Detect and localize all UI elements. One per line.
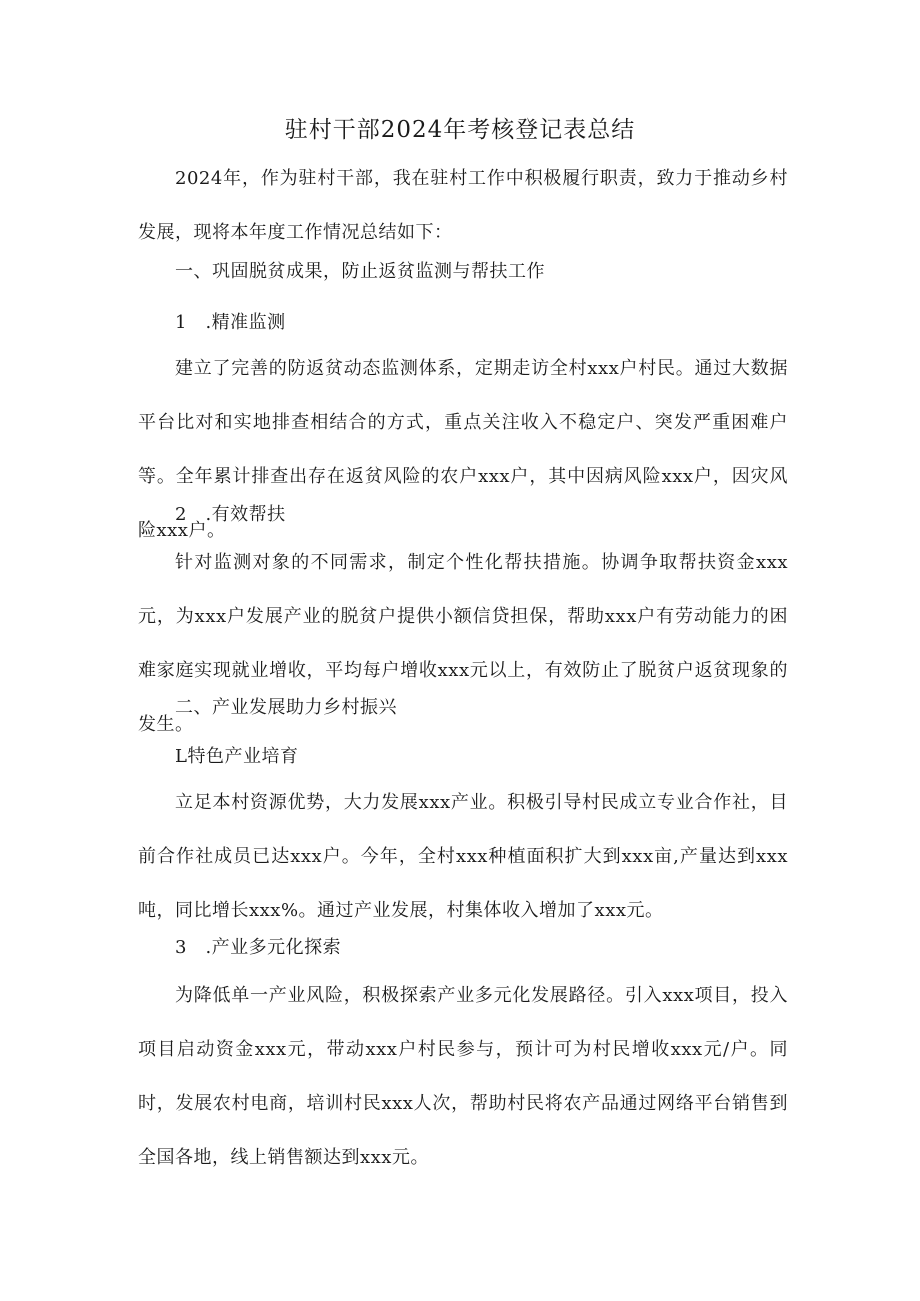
section-2-sub-1-body: 立足本村资源优势，大力发展xxx产业。积极引导村民成立专业合作社，目前合作社成员已达xxx户。今年，全村xxx种植面积扩大到xxx亩,产量达到xxx吨，同比增长xxx%。通过产业发展，村集体收入增加了xxx元。 bbox=[138, 792, 788, 921]
section-2-sub-1-heading: L特色产业培育 bbox=[175, 746, 299, 767]
section-1-sub-2-body: 针对监测对象的不同需求，制定个性化帮扶措施。协调争取帮扶资金xxx元，为xxx户发展产业的脱贫户提供小额信贷担保，帮助xxx户有劳动能力的困难家庭实现就业增收，平均每户增收xxx元以上，有效防止了脱贫户返贫现象的发生。 bbox=[138, 552, 788, 735]
document-title: 驻村干部2024年考核登记表总结 bbox=[284, 117, 636, 143]
section-1-sub-1-body: 建立了完善的防返贫动态监测体系，定期走访全村xxx户村民。通过大数据平台比对和实地排查相结合的方式，重点关注收入不稳定户、突发严重困难户等。全年累计排查出存在返贫风险的农户xxx户，其中因病风险xxx户，因灾风险xxx户。 bbox=[138, 358, 788, 541]
section-2-sub-3-body: 为降低单一产业风险，积极探索产业多元化发展路径。引入xxx项目，投入项目启动资金xxx元，带动xxx户村民参与，预计可为村民增收xxx元/户。同时，发展农村电商，培训村民xxx人次，帮助村民将农产品通过网络平台销售到全国各地，线上销售额达到xxx元。 bbox=[138, 985, 788, 1168]
section-2-heading: 二、产业发展助力乡村振兴 bbox=[175, 697, 397, 718]
section-1-sub-1-heading: 1 .精准监测 bbox=[175, 312, 286, 333]
section-1-heading: 一、巩固脱贫成果，防止返贫监测与帮扶工作 bbox=[175, 261, 545, 282]
section-1-sub-2-heading: 2 .有效帮扶 bbox=[175, 504, 286, 525]
section-2-sub-3-heading: 3 .产业多元化探索 bbox=[175, 937, 342, 958]
intro-paragraph: 2024年，作为驻村干部，我在驻村工作中积极履行职责，致力于推动乡村发展，现将本年度工作情况总结如下： bbox=[138, 168, 788, 243]
